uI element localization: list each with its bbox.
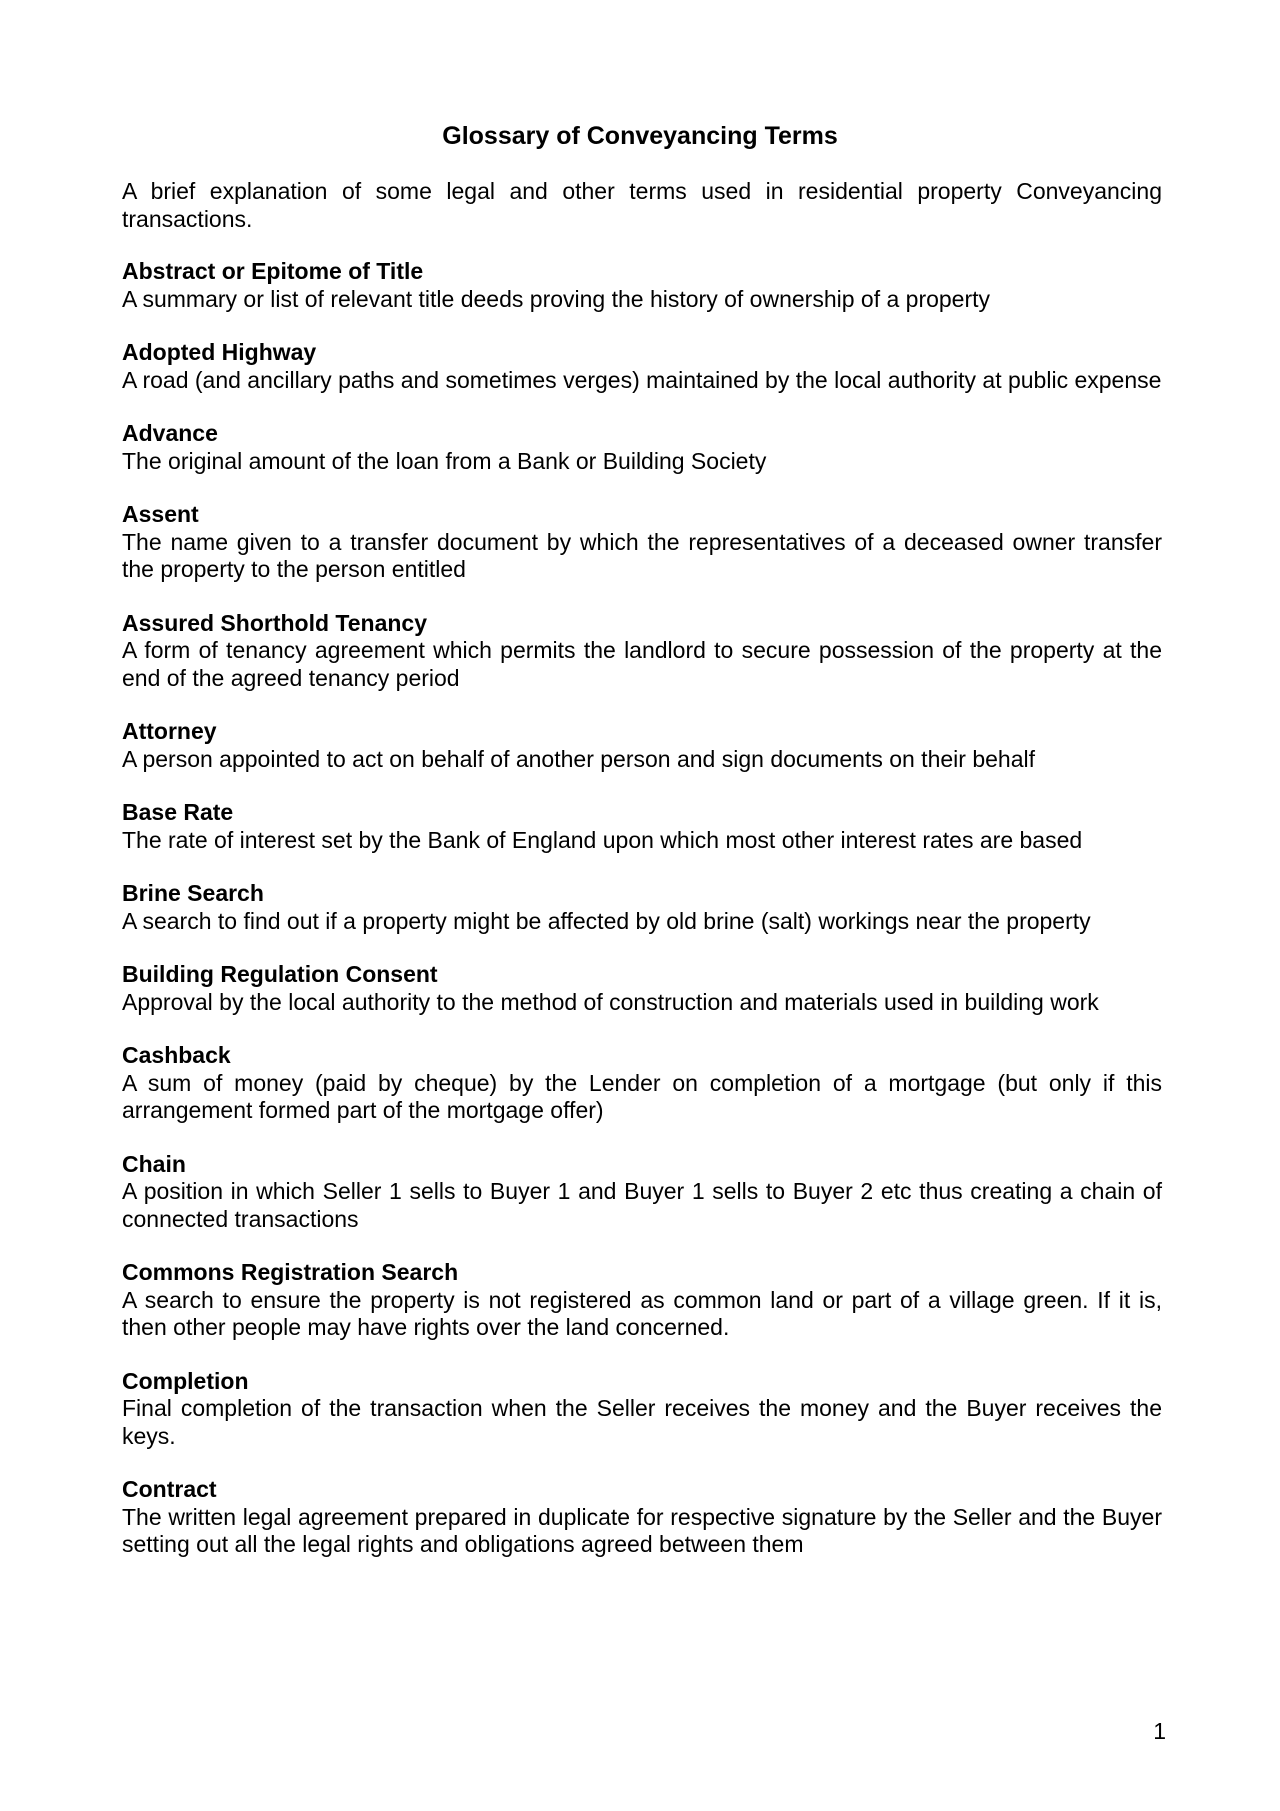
glossary-entry: [122, 258, 1162, 313]
glossary-term: Commons Registration Search: [122, 1259, 459, 1285]
page-title: Glossary of Conveyancing Terms: [442, 122, 838, 150]
glossary-definition: A search to ensure the property is not registered as common land or part of a village green. If it is, then other people may have rights over the land concerned.: [122, 1286, 1162, 1340]
glossary-definition: The name given to a transfer document by which the representatives of a deceased owner transfer the property to the person entitled: [122, 528, 1162, 582]
glossary-definition: A summary or list of relevant title deeds proving the history of ownership of a property: [122, 285, 991, 312]
glossary-content: [122, 178, 1162, 1585]
glossary-entry: [122, 1151, 1162, 1234]
glossary-definition: A position in which Seller 1 sells to Buyer 1 and Buyer 1 sells to Buyer 2 etc thus creating a chain of connected transactions: [122, 1178, 1162, 1232]
glossary-term: Advance: [122, 420, 218, 446]
glossary-definition: A form of tenancy agreement which permits the landlord to secure possession of the property at the end of the agreed tenancy period: [122, 637, 1162, 691]
glossary-term: Cashback: [122, 1042, 231, 1068]
intro-paragraph: A brief explanation of some legal and other terms used in residential property Conveyancing transactions.: [122, 178, 1162, 232]
glossary-term: Base Rate: [122, 799, 234, 825]
glossary-entry: [122, 501, 1162, 584]
glossary-definition: A road (and ancillary paths and sometimes verges) maintained by the local authority at public expense: [122, 366, 1162, 393]
glossary-entry: [122, 339, 1162, 394]
glossary-entry: [122, 1476, 1162, 1559]
glossary-definition: A person appointed to act on behalf of another person and sign documents on their behalf: [122, 745, 1035, 772]
glossary-definition: A sum of money (paid by cheque) by the Lender on completion of a mortgage (but only if this arrangement formed part of the mortgage offer): [122, 1069, 1162, 1123]
glossary-term: Chain: [122, 1150, 186, 1177]
glossary-entry: [122, 420, 1162, 475]
page-number: 1: [1153, 1718, 1166, 1744]
glossary-term: Contract: [122, 1476, 217, 1502]
glossary-term: Attorney: [122, 718, 217, 744]
glossary-entry: [122, 880, 1162, 935]
glossary-entry: [122, 1042, 1162, 1125]
glossary-definition: Approval by the local authority to the method of construction and materials used in building work: [122, 988, 1099, 1015]
glossary-term: Completion: [122, 1367, 249, 1394]
glossary-definition: The original amount of the loan from a Bank or Building Society: [122, 447, 767, 474]
glossary-term: Abstract or Epitome of Title: [122, 258, 424, 284]
glossary-entry: [122, 1368, 1162, 1451]
glossary-term: Building Regulation Consent: [122, 961, 438, 987]
glossary-definition: Final completion of the transaction when the Seller receives the money and the Buyer receives the keys.: [122, 1395, 1162, 1449]
glossary-term: Assent: [122, 501, 199, 527]
glossary-term: Adopted Highway: [122, 339, 317, 365]
glossary-term: Assured Shorthold Tenancy: [122, 609, 428, 636]
glossary-entry: [122, 610, 1162, 693]
glossary-term: Brine Search: [122, 880, 264, 906]
glossary-definition: The written legal agreement prepared in duplicate for respective signature by the Seller and the Buyer setting out all the legal rights and obligations agreed between them: [122, 1503, 1162, 1557]
glossary-entry: [122, 718, 1162, 773]
glossary-entry: [122, 961, 1162, 1016]
glossary-definition: The rate of interest set by the Bank of England upon which most other interest rates are based: [122, 826, 1083, 853]
glossary-entry: [122, 799, 1162, 854]
glossary-entry: [122, 1259, 1162, 1342]
glossary-definition: A search to find out if a property might be affected by old brine (salt) workings near the property: [122, 907, 1091, 934]
